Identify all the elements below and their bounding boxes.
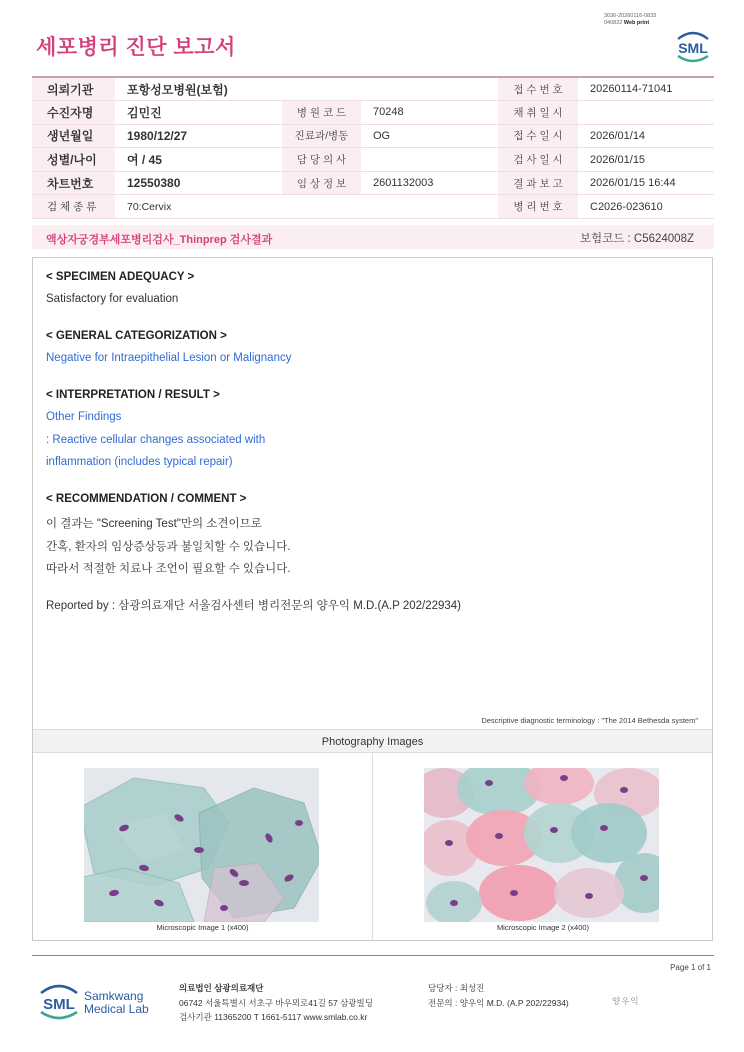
report-date-label: 결 과 보 고 xyxy=(498,171,578,195)
exam-date-value: 2026/01/15 xyxy=(578,148,714,172)
photo-cell-1 xyxy=(33,753,373,941)
photo-caption: Microscopic Image 2 (x400) xyxy=(496,923,590,932)
test-name: 액상자궁경부세포병리검사_Thinprep 검사결과 xyxy=(46,234,273,246)
request-org-label: 의뢰기관 xyxy=(32,77,115,101)
specimen-label: 검 체 종 류 xyxy=(32,195,115,219)
footer-logo-text: SML xyxy=(43,996,75,1013)
reported-by: Reported by : 삼광의료재단 서울검사센터 병리전문의 양우익 M.D.(A.P 202/22934) xyxy=(46,600,462,612)
insurance-code: 보험코드 : C5624008Z xyxy=(579,233,694,245)
exam-date-label: 검 사 일 시 xyxy=(498,148,578,172)
category-heading: < GENERAL CATEGORIZATION > xyxy=(46,330,227,342)
birth-value: 1980/12/27 xyxy=(115,124,282,148)
sml-footer-logo xyxy=(37,980,81,1024)
info-row xyxy=(32,171,714,195)
info-row xyxy=(32,124,714,148)
patient-name-label: 수진자명 xyxy=(32,101,115,125)
doctor-label: 담 당 의 사 xyxy=(282,148,361,172)
result-box xyxy=(32,257,713,941)
hospital-code-value: 70248 xyxy=(361,101,498,125)
pathology-no-value: C2026-023610 xyxy=(578,195,714,219)
recommendation-line: 이 결과는 "Screening Test"만의 소견이므로 xyxy=(46,518,262,530)
chart-no-label: 차트번호 xyxy=(32,171,115,195)
page-number: Page 1 of 1 xyxy=(670,963,711,972)
sex-age-label: 성별/나이 xyxy=(32,148,115,172)
receipt-no-label: 접 수 번 호 xyxy=(498,77,578,101)
staff-manager: 담당자 : 최성진 xyxy=(428,983,485,993)
sml-logo-text: SML xyxy=(678,40,708,56)
clinical-info-label: 임 상 정 보 xyxy=(282,171,361,195)
adequacy-text: Satisfactory for evaluation xyxy=(46,293,179,305)
dept-label: 진료과/병동 xyxy=(282,124,361,148)
org-address: 06742 서울특별시 서초구 바우뫼로41길 57 삼광빌딩 xyxy=(179,997,373,1008)
footer-divider xyxy=(32,955,714,956)
print-info xyxy=(604,13,656,26)
org-name: 의료법인 삼광의료재단 xyxy=(179,983,264,993)
patient-info-table xyxy=(32,76,714,219)
collect-date-label: 채 취 일 시 xyxy=(498,101,578,125)
terminology-note: Descriptive diagnostic terminology : "The 2014 Bethesda system" xyxy=(481,716,698,725)
birth-label: 생년월일 xyxy=(32,124,115,148)
interpretation-line: : Reactive cellular changes associated with xyxy=(46,434,266,446)
collect-date-value xyxy=(578,101,714,125)
photo-header: Photography Images xyxy=(33,729,712,753)
microscopic-image-1 xyxy=(84,768,319,922)
sex-age-value: 여 / 45 xyxy=(115,148,282,172)
doctor-value xyxy=(361,148,498,172)
signature: 양우익 xyxy=(612,997,640,1007)
adequacy-heading: < SPECIMEN ADEQUACY > xyxy=(46,271,195,283)
interpretation-line: inflammation (includes typical repair) xyxy=(46,456,233,468)
category-text: Negative for Intraepithelial Lesion or Malignancy xyxy=(46,352,292,364)
info-row xyxy=(32,101,714,125)
brand-line2: Medical Lab xyxy=(84,1002,149,1016)
recommendation-line: 간혹, 환자의 임상증상등과 불일치할 수 있습니다. xyxy=(46,541,291,553)
org-info xyxy=(179,981,373,1025)
chart-no-value: 12550380 xyxy=(115,171,282,195)
interpretation-heading: < INTERPRETATION / RESULT > xyxy=(46,389,220,401)
photo-caption: Microscopic Image 1 (x400) xyxy=(156,923,249,932)
org-contact: 검사기관 11365200 T 1661-5117 www.smlab.co.kr xyxy=(179,1012,368,1022)
staff-info xyxy=(428,981,569,1010)
info-row xyxy=(32,148,714,172)
dept-value: OG xyxy=(361,124,498,148)
info-row xyxy=(32,195,714,219)
print-info-line2: 040822 Web print xyxy=(604,19,650,26)
staff-specialist: 전문의 : 양우익 M.D. (A.P 202/22934) xyxy=(428,997,569,1008)
brand-name xyxy=(84,990,149,1016)
request-org-value: 포항성모병원(보험) xyxy=(115,77,498,101)
print-info-line1: 3036-20260116-0833 xyxy=(604,13,657,19)
receipt-date-value: 2026/01/14 xyxy=(578,124,714,148)
recommendation-heading: < RECOMMENDATION / COMMENT > xyxy=(46,493,247,505)
hospital-code-label: 병 원 코 드 xyxy=(282,101,361,125)
brand-line1: Samkwang xyxy=(84,989,144,1003)
pathology-no-label: 병 리 번 호 xyxy=(498,195,578,219)
report-date-value: 2026/01/15 16:44 xyxy=(578,171,714,195)
receipt-no-value: 20260114-71041 xyxy=(578,77,714,101)
recommendation-line: 따라서 적절한 치료나 조언이 필요할 수 있습니다. xyxy=(46,563,291,575)
patient-name-value: 김민진 xyxy=(115,101,282,125)
interpretation-line: Other Findings xyxy=(46,411,122,423)
sml-logo xyxy=(672,26,714,64)
receipt-date-label: 접 수 일 시 xyxy=(498,124,578,148)
photo-cell-2 xyxy=(373,753,713,941)
test-bar xyxy=(32,225,714,249)
microscopic-image-2 xyxy=(424,768,659,922)
report-title: 세포병리 진단 보고서 xyxy=(36,36,236,59)
clinical-info-value: 2601132003 xyxy=(361,171,498,195)
info-row xyxy=(32,77,714,101)
specimen-value: 70:Cervix xyxy=(115,195,498,219)
